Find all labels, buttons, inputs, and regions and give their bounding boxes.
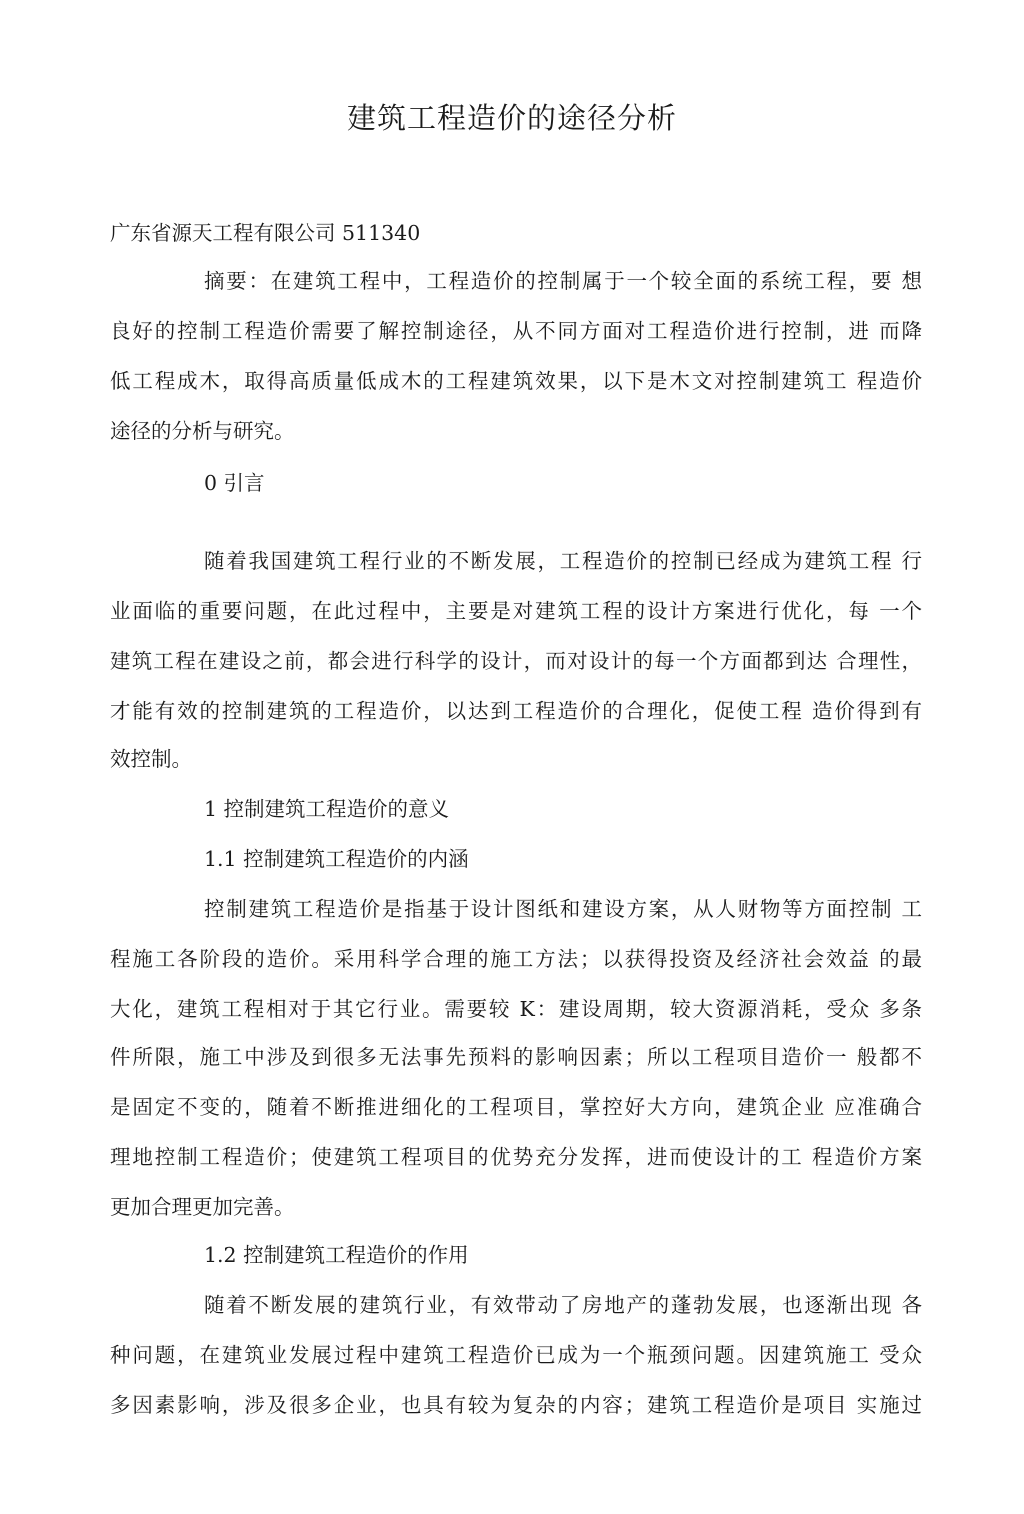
document-title: 建筑工程造价的途径分析 — [346, 101, 677, 135]
paragraph-line: 业面临的重要问题，在此过程中，主要是对建筑工程的设计方案进行优化，每 一个 — [110, 599, 922, 623]
paragraph-line: 大化，建筑工程相对于其它行业。需要较 K：建设周期，较大资源消耗，受众 多条 — [110, 997, 922, 1021]
paragraph-line: 才能有效的控制建筑的工程造价，以达到工程造价的合理化，促使工程 造价得到有 — [110, 699, 922, 723]
abstract-line: 途径的分析与研究。 — [110, 419, 295, 443]
author-line: 广东省源天工程有限公司 511340 — [110, 221, 421, 245]
section-heading: 0 引言 — [204, 471, 265, 495]
paragraph-line: 更加合理更加完善。 — [110, 1195, 295, 1219]
subsection-heading: 1.1 控制建筑工程造价的内涵 — [204, 847, 469, 871]
paragraph-line: 随着我国建筑工程行业的不断发展，工程造价的控制已经成为建筑工程 行 — [204, 549, 922, 573]
abstract-line: 良好的控制工程造价需要了解控制途径，从不同方面对工程造价进行控制，进 而降 — [110, 319, 922, 343]
paragraph-line: 理地控制工程造价；使建筑工程项目的优势充分发挥，进而使设计的工 程造价方案 — [110, 1145, 922, 1169]
paragraph-line: 控制建筑工程造价是指基于设计图纸和建设方案，从人财物等方面控制 工 — [204, 897, 922, 921]
paragraph-line: 件所限，施工中涉及到很多无法事先预料的影响因素；所以工程项目造价一 般都不 — [110, 1045, 922, 1069]
section-heading: 1 控制建筑工程造价的意义 — [204, 797, 450, 821]
paragraph-line: 是固定不变的，随着不断推进细化的工程项目，掌控好大方向，建筑企业 应准确合 — [110, 1095, 922, 1119]
paragraph-line: 建筑工程在建设之前，都会进行科学的设计，而对设计的每一个方面都到达 合理性， — [110, 649, 922, 673]
paragraph-line: 效控制。 — [110, 747, 192, 771]
paragraph-line: 随着不断发展的建筑行业，有效带动了房地产的蓬勃发展，也逐渐出现 各 — [204, 1293, 922, 1317]
abstract-line: 低工程成木，取得高质量低成木的工程建筑效果，以下是木文对控制建筑工 程造价 — [110, 369, 922, 393]
paragraph-line: 种问题，在建筑业发展过程中建筑工程造价已成为一个瓶颈问题。因建筑施工 受众 — [110, 1343, 922, 1367]
paragraph-line: 程施工各阶段的造价。采用科学合理的施工方法；以获得投资及经济社会效益 的最 — [110, 947, 922, 971]
abstract-line: 摘要：在建筑工程中，工程造价的控制属于一个较全面的系统工程，要 想 — [204, 269, 922, 293]
paragraph-line: 多因素影响，涉及很多企业，也具有较为复杂的内容；建筑工程造价是项目 实施过 — [110, 1393, 922, 1417]
subsection-heading: 1.2 控制建筑工程造价的作用 — [204, 1243, 469, 1267]
